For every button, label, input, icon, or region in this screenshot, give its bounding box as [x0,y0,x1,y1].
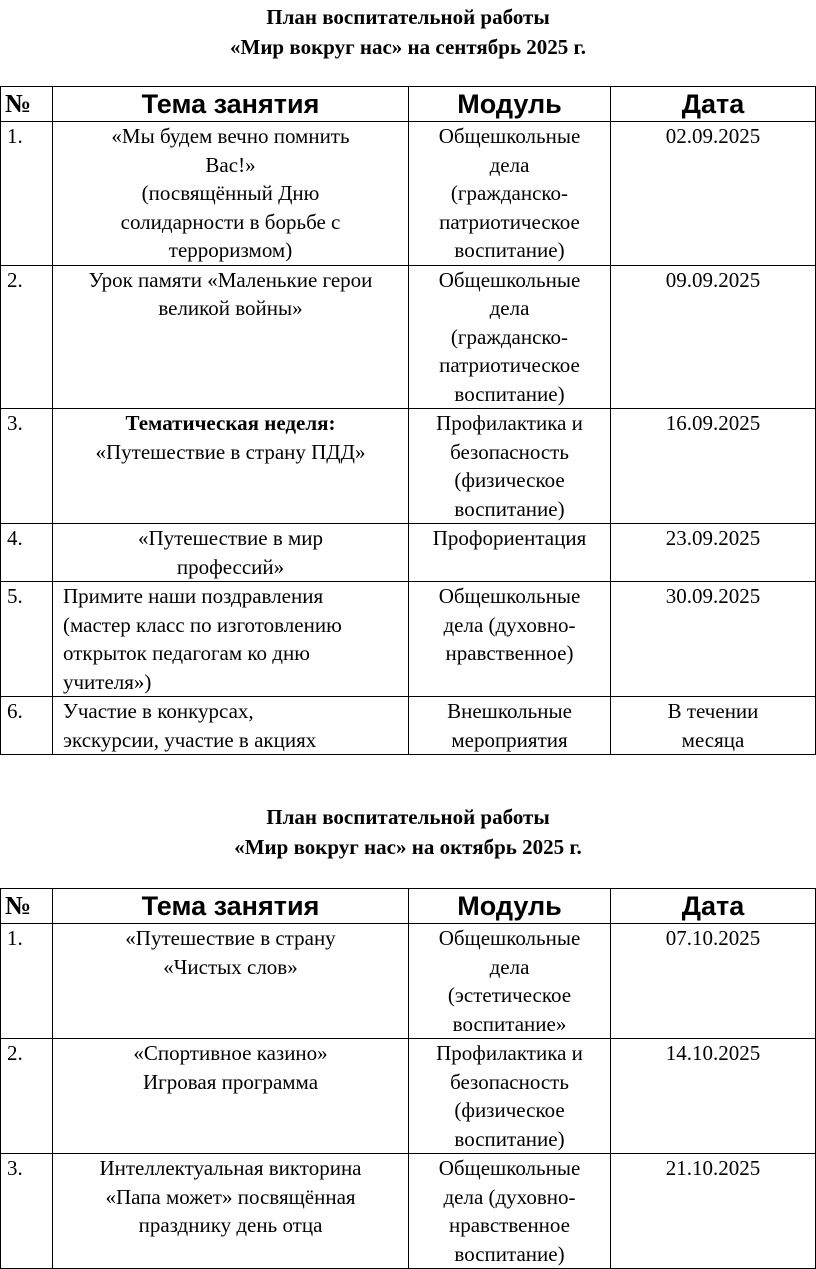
row-date: 16.09.2025 [611,409,816,524]
module-line: нравственное) [445,641,574,665]
topic-line: Вас!» [205,152,256,177]
topic-line: празднику день отца [138,1213,323,1237]
september-title-line1: План воспитательной работы [266,5,550,29]
table-header-row [1,889,816,924]
table-row [1,697,816,755]
module-line: воспитание) [454,238,565,262]
row-number: 1. [1,924,53,1039]
row-topic [53,122,409,266]
module-line: Общешкольные [438,584,581,608]
row-topic [53,582,409,697]
topic-line: «Спортивное казино» [133,1041,328,1065]
september-plan-title [0,2,816,62]
module-line: Общешкольные [438,124,581,148]
module-line: дела (духовно- [443,612,576,637]
header-module: Модуль [409,87,611,122]
module-line: (гражданско- [450,324,569,349]
table-row [1,265,816,409]
module-line: дела (духовно- [443,1184,576,1209]
row-module [409,524,611,582]
row-topic [53,1154,409,1269]
row-module [409,1039,611,1154]
row-date [611,697,816,755]
row-number: 6. [1,697,53,755]
header-date: Дата [611,889,816,924]
row-module [409,924,611,1039]
table-row [1,409,816,524]
october-title-line1: План воспитательной работы [266,805,550,829]
topic-line: Интеллектуальная викторина [99,1156,362,1180]
module-line: Профилактика и [436,1041,583,1065]
header-topic: Тема занятия [53,889,409,924]
module-line: Профориентация [432,526,587,550]
row-date: 02.09.2025 [611,122,816,266]
row-module [409,265,611,409]
module-line: Общешкольные [438,267,581,292]
topic-line: открыток педагогам ко дню [63,641,310,665]
row-date: 30.09.2025 [611,582,816,697]
module-line: патриотическое [439,353,580,377]
topic-line: «Путешествие в мир [137,526,324,550]
topic-line: солидарности в борьбе с [120,209,341,234]
header-module: Модуль [409,889,611,924]
table-row [1,1039,816,1154]
module-line: нравственное [448,1213,571,1237]
row-number: 3. [1,409,53,524]
row-module [409,1154,611,1269]
row-module [409,582,611,697]
october-plan-table [0,888,816,1269]
row-date: 07.10.2025 [611,924,816,1039]
module-line: Профилактика и [436,411,583,435]
topic-line: терроризмом) [168,238,293,262]
topic-line: «Чистых слов» [163,954,298,979]
row-date: 21.10.2025 [611,1154,816,1269]
module-line: (гражданско- [450,181,569,205]
header-topic: Тема занятия [53,87,409,122]
topic-line: «Мы будем вечно помнить [111,124,350,148]
september-plan-table [0,86,816,755]
row-date: 23.09.2025 [611,524,816,582]
topic-line: (мастер класс по изготовлению [63,612,342,637]
topic-line: Урок памяти «Маленькие герои [88,267,373,292]
module-line: Общешкольные [438,1156,581,1180]
row-number: 3. [1,1154,53,1269]
row-module [409,409,611,524]
module-line: безопасность [450,1069,569,1094]
row-number: 5. [1,582,53,697]
topic-line: великой войны» [158,296,303,320]
table-row [1,924,816,1039]
module-line: дела [489,954,530,979]
topic-line: (посвящённый Дню [141,181,320,205]
module-line: воспитание) [454,496,565,521]
row-topic [53,1039,409,1154]
october-plan-title [0,802,816,862]
topic-line: «Папа может» посвящённая [105,1184,356,1209]
date-line: В течении [667,699,759,723]
header-date: Дата [611,87,816,122]
row-topic [53,409,409,524]
row-topic [53,265,409,409]
module-line: воспитание» [452,1011,567,1036]
row-topic [53,524,409,582]
header-num: № [1,889,53,924]
table-header-row [1,87,816,122]
table-row [1,122,816,266]
module-line: безопасность [450,439,569,464]
topic-bold-line: Тематическая неделя: [125,411,336,435]
module-line: воспитание) [454,1241,565,1266]
module-line: мероприятия [451,727,568,752]
topic-line: Игровая программа [142,1069,319,1094]
module-line: патриотическое [439,209,580,234]
date-line: месяца [681,727,745,752]
module-line: воспитание) [454,1126,565,1151]
table-row [1,1154,816,1269]
row-number: 2. [1,1039,53,1154]
row-topic [53,697,409,755]
topic-line: профессий» [176,554,285,579]
row-number: 1. [1,122,53,266]
module-line: дела [489,296,530,320]
row-module [409,122,611,266]
table-row [1,524,816,582]
row-number: 4. [1,524,53,582]
topic-line: экскурсии, участие в акциях [63,727,317,752]
row-module [409,697,611,755]
topic-line: Примите наши поздравления [63,584,324,608]
table-row [1,582,816,697]
topic-line: «Путешествие в страну ПДД» [95,439,366,464]
topic-line: учителя») [63,669,152,694]
module-line: (эстетическое [447,983,572,1007]
topic-line: Участие в конкурсах, [63,699,254,723]
october-title-line2: «Мир вокруг нас» на октябрь 2025 г. [234,835,582,859]
module-line: (физическое [454,1098,565,1122]
september-title-line2: «Мир вокруг нас» на сентябрь 2025 г. [230,35,586,59]
row-date: 14.10.2025 [611,1039,816,1154]
row-date: 09.09.2025 [611,265,816,409]
row-topic [53,924,409,1039]
module-line: Внешкольные [447,699,572,723]
module-line: Общешкольные [438,926,581,950]
module-line: (физическое [454,468,565,492]
header-num: № [1,87,53,122]
topic-line: «Путешествие в страну [125,926,336,950]
module-line: воспитание) [454,381,565,406]
module-line: дела [489,152,530,177]
row-number: 2. [1,265,53,409]
